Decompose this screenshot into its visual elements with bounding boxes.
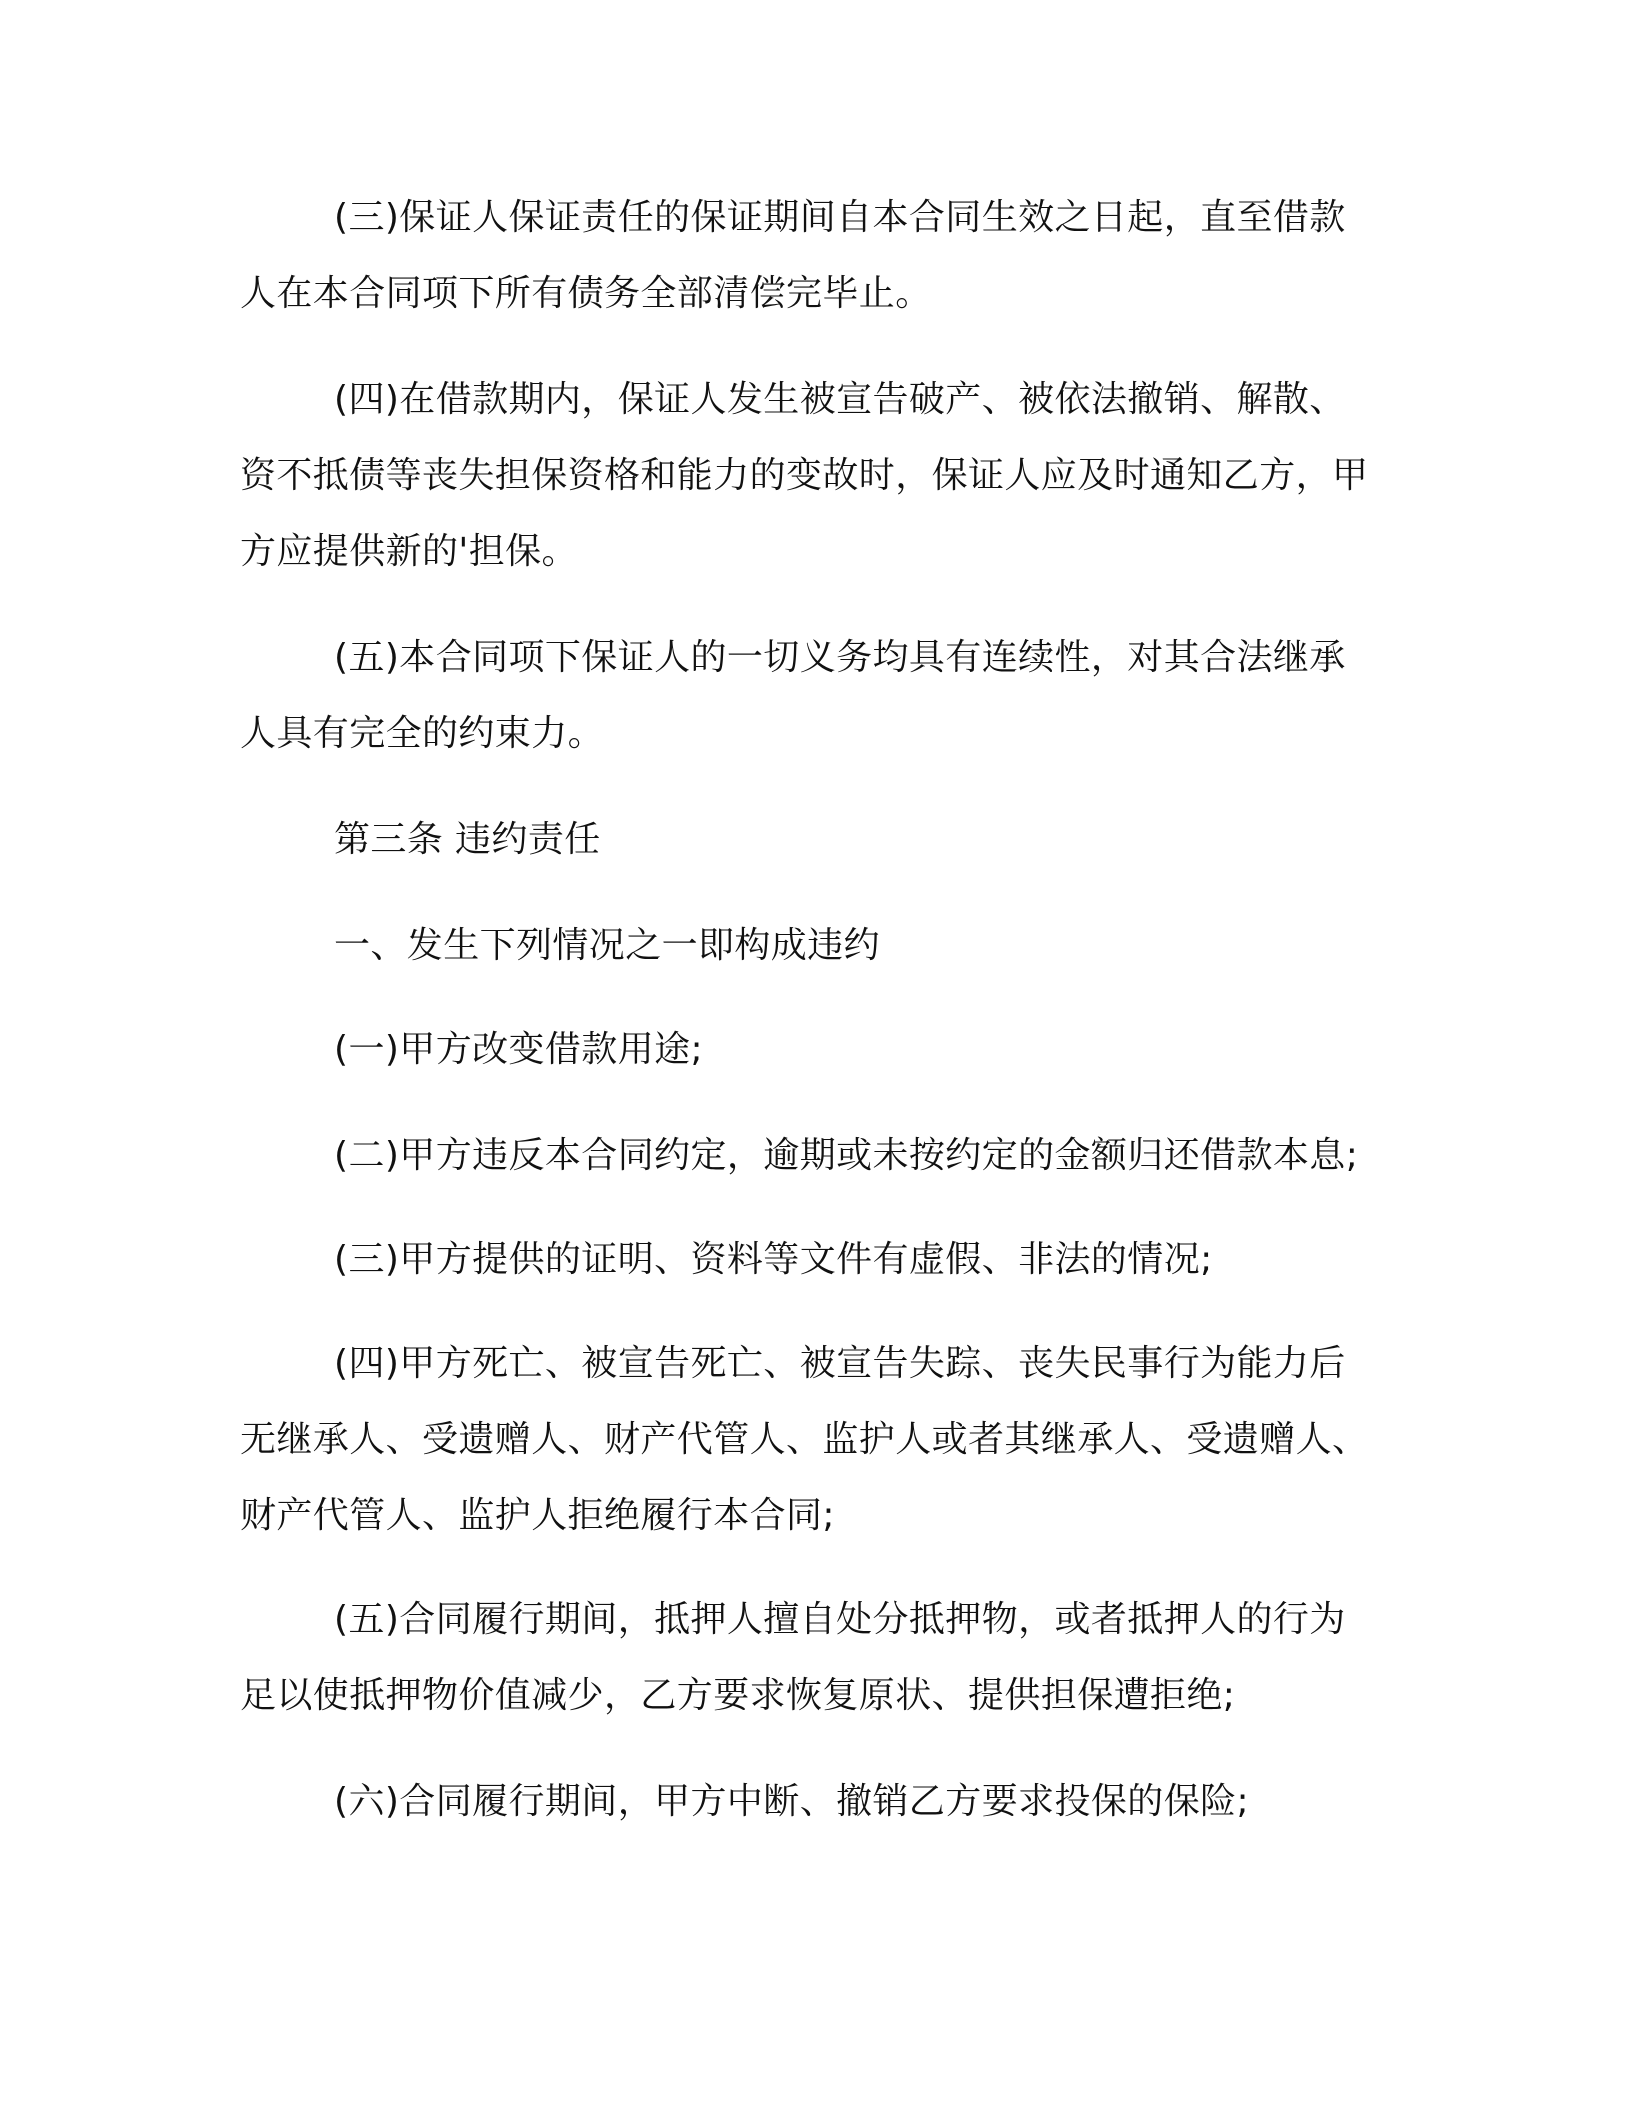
paragraph-guarantor-incapacity: (四)在借款期内，保证人发生被宣告破产、被依法撤销、解散、资不抵债等丧失担保资格和能力的变故时，保证人应及时通知乙方，甲方应提供新的'担保。 <box>240 379 1369 572</box>
list-item-overdue-repayment: (二)甲方违反本合同约定，逾期或未按约定的金额归还借款本息; <box>334 1135 1359 1176</box>
subsection-heading-breach-conditions: 一、发生下列情况之一即构成违约 <box>334 925 881 966</box>
list-item-insurance-cancel: (六)合同履行期间，甲方中断、撤销乙方要求投保的保险; <box>334 1781 1250 1822</box>
list-item-false-documents: (三)甲方提供的证明、资料等文件有虚假、非法的情况; <box>334 1239 1213 1280</box>
list-item-change-loan-purpose: (一)甲方改变借款用途; <box>334 1029 704 1070</box>
section-heading-breach-liability: 第三条 违约责任 <box>334 819 601 860</box>
list-item-mortgage-disposal: (五)合同履行期间，抵押人擅自处分抵押物，或者抵押人的行为足以使抵押物价值减少，乙方要求恢复原状、提供担保遭拒绝; <box>240 1599 1346 1716</box>
list-item-death-no-heir: (四)甲方死亡、被宣告死亡、被宣告失踪、丧失民事行为能力后无继承人、受遗赠人、财产代管人、监护人或者其继承人、受遗赠人、财产代管人、监护人拒绝履行本合同; <box>240 1343 1369 1536</box>
paragraph-obligation-continuity: (五)本合同项下保证人的一切义务均具有连续性，对其合法继承人具有完全的约束力。 <box>240 637 1346 754</box>
paragraph-guarantee-period: (三)保证人保证责任的保证期间自本合同生效之日起，直至借款人在本合同项下所有债务全部清偿完毕止。 <box>240 197 1346 314</box>
